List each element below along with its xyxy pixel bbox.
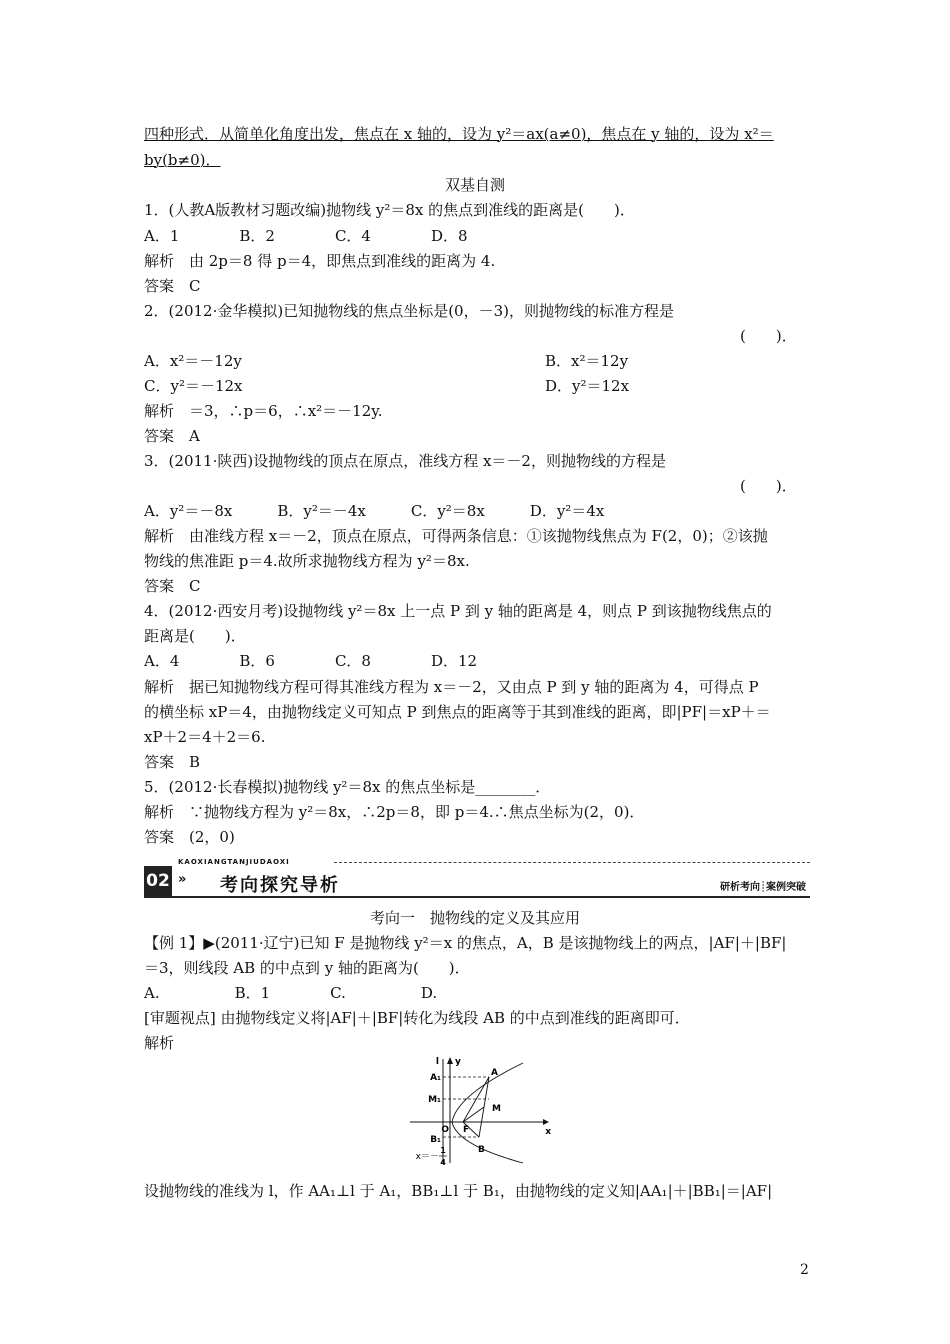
banner-title: 考向探究导析 bbox=[220, 875, 340, 896]
section-number-badge: 02 bbox=[144, 866, 172, 896]
label-a: A bbox=[491, 1068, 498, 1078]
parabola-figure bbox=[405, 1055, 555, 1167]
q4-stem-2: 距离是( )． bbox=[144, 627, 246, 645]
q2-option-b: B．x²＝12y bbox=[545, 352, 629, 370]
q4-answer: 答案 B bbox=[144, 753, 201, 771]
chevron-icon: » bbox=[178, 872, 187, 887]
section-banner bbox=[144, 858, 810, 900]
q3-options: A．y²＝－8x B．y²＝－4x C．y²＝8x D．y²＝4x bbox=[144, 502, 605, 520]
example1-analysis-label: 解析 bbox=[144, 1034, 175, 1052]
label-y: y bbox=[455, 1057, 461, 1067]
q3-analysis-2: 物线的焦准距 p＝4.故所求抛物线方程为 y²＝8x. bbox=[144, 552, 470, 570]
q4-analysis-1: 解析 据已知抛物线方程可得其准线方程为 x＝－2，又由点 P 到 y 轴的距离为 4，可得点 P bbox=[144, 678, 759, 696]
label-o: O bbox=[441, 1125, 449, 1135]
q1-answer: 答案 C bbox=[144, 277, 201, 295]
intro-line-1: 四种形式．从简单化角度出发，焦点在 x 轴的，设为 y²＝ax(a≠0)，焦点在 y 轴的，设为 x²＝ bbox=[144, 125, 774, 143]
example1-line-1: 【例 1】▶(2011·辽宁)已知 F 是抛物线 y²＝x 的焦点，A，B 是该抛物线上的两点，|AF|＋|BF| bbox=[144, 934, 787, 952]
q3-stem: 3．(2011·陕西)设抛物线的顶点在原点，准线方程 x＝－2，则抛物线的方程是 bbox=[144, 452, 666, 470]
q4-stem-1: 4．(2012·西安月考)设抛物线 y²＝8x 上一点 P 到 y 轴的距离是 4，则点 P 到该抛物线焦点的 bbox=[144, 602, 772, 620]
q4-options: A．4 B．6 C．8 D．12 bbox=[144, 652, 478, 670]
directrix-fraction-denominator: 4 bbox=[440, 1158, 446, 1167]
intro-line-2: by(b≠0)． bbox=[144, 151, 221, 169]
example1-view: [审题视点] 由抛物线定义将|AF|＋|BF|转化为线段 AB 的中点到准线的距离即可． bbox=[144, 1009, 690, 1027]
q5-analysis: 解析 ∵抛物线方程为 y²＝8x，∴2p＝8，即 p＝4.∴焦点坐标为(2，0)． bbox=[144, 803, 645, 821]
q5-stem: 5．(2012·长春模拟)抛物线 y²＝8x 的焦点坐标是________． bbox=[144, 778, 551, 796]
example1-options: A. B．1 C. D. bbox=[144, 984, 438, 1002]
q4-analysis-2: 的横坐标 xP＝4，由抛物线定义可知点 P 到焦点的距离等于其到准线的距离，即|PF|＝xP＋＝ bbox=[144, 703, 771, 721]
example1-line-2: ＝3，则线段 AB 的中点到 y 轴的距离为( )． bbox=[144, 959, 470, 977]
label-b: B bbox=[478, 1145, 485, 1155]
y-axis-arrow-icon bbox=[447, 1057, 453, 1064]
q2-option-d: D．y²＝12x bbox=[545, 377, 630, 395]
q2-paren: ( )． bbox=[740, 327, 797, 345]
q2-option-c: C．y²＝－12x bbox=[144, 377, 243, 395]
banner-rule bbox=[144, 896, 810, 898]
banner-dashed-rule bbox=[334, 862, 810, 863]
q2-stem: 2．(2012·金华模拟)已知抛物线的焦点坐标是(0，－3)，则抛物线的标准方程是 bbox=[144, 302, 674, 320]
q1-options: A．1 B．2 C．4 D．8 bbox=[144, 227, 468, 245]
page-number: 2 bbox=[800, 1262, 809, 1278]
q2-answer: 答案 A bbox=[144, 427, 200, 445]
q3-paren: ( )． bbox=[740, 477, 797, 495]
q1-stem: 1．(人教A版教材习题改编)抛物线 y²＝8x 的焦点到准线的距离是( )． bbox=[144, 201, 635, 219]
label-f: F bbox=[463, 1125, 470, 1135]
section-title: 双基自测 bbox=[444, 176, 505, 194]
q2-analysis: 解析 ＝3，∴p＝6，∴x²＝－12y. bbox=[144, 402, 383, 420]
q2-option-a: A．x²＝－12y bbox=[144, 352, 242, 370]
example1-last-line: 设抛物线的准线为 l，作 AA₁⊥l 于 A₁，BB₁⊥l 于 B₁，由抛物线的定义知|AA₁|＋|BB₁|＝|AF| bbox=[144, 1182, 773, 1200]
banner-right-label: 研析考向┊案例突破 bbox=[719, 882, 806, 893]
q5-answer: 答案 (2，0) bbox=[144, 828, 235, 846]
q3-answer: 答案 C bbox=[144, 577, 201, 595]
label-b1: B₁ bbox=[430, 1135, 441, 1145]
directrix-fraction-numerator: 1 bbox=[440, 1146, 446, 1155]
label-m: M bbox=[492, 1104, 501, 1114]
q3-analysis-1: 解析 由准线方程 x＝－2，顶点在原点，可得两条信息：①该抛物线焦点为 F(2，0)；②该抛 bbox=[144, 527, 768, 545]
directrix-label: x＝－ bbox=[415, 1152, 439, 1162]
x-axis-arrow-icon bbox=[543, 1119, 549, 1125]
q4-analysis-3: xP＋2＝4＋2＝6. bbox=[144, 728, 266, 746]
label-x: x bbox=[545, 1127, 551, 1137]
banner-pinyin: KAOXIANGTANJIUDAOXI bbox=[178, 858, 290, 866]
q1-analysis: 解析 由 2p＝8 得 p＝4，即焦点到准线的距离为 4. bbox=[144, 252, 496, 270]
label-l: l bbox=[435, 1057, 439, 1067]
topic-title: 考向一 抛物线的定义及其应用 bbox=[369, 909, 580, 927]
label-m1: M₁ bbox=[428, 1095, 441, 1105]
parabola-curve bbox=[452, 1063, 523, 1163]
label-a1: A₁ bbox=[430, 1073, 441, 1083]
segment-mf bbox=[463, 1107, 484, 1122]
